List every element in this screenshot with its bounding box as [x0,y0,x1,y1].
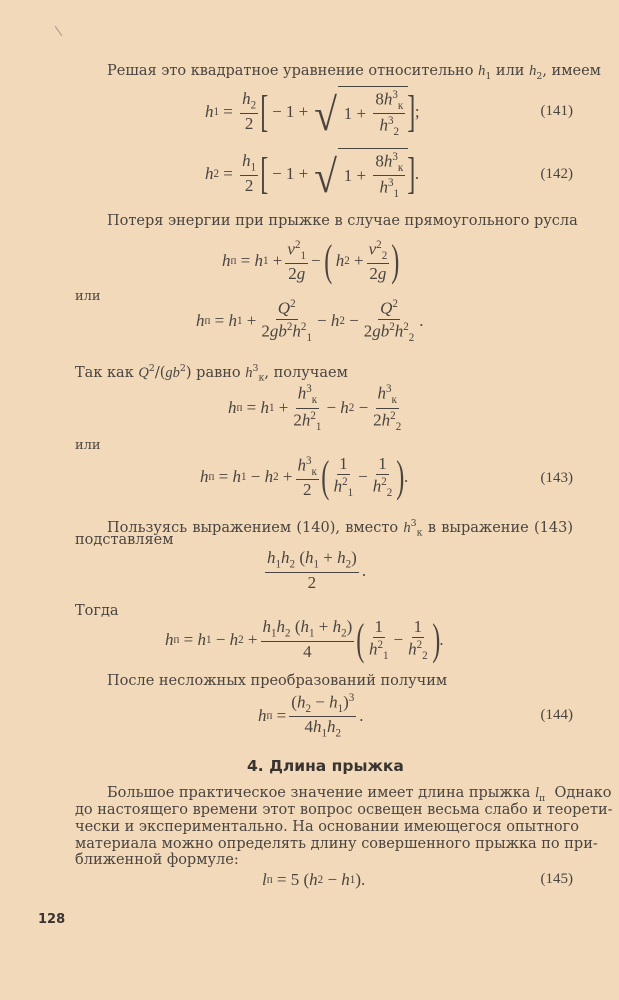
equation-energy-loss-1: h п = h 1 + $\frac{v^2_1}{2g}$ − ( h 2 + $\frac{v^2_2}{2g}$ ) [222,236,400,285]
equation-number-141: (141) [540,103,573,119]
equation-substitution: $\frac{h_1h_2 (h_1 + h_2)}{2}$ . [267,548,367,592]
equation-144: h п = $\frac{(h_2 - h_1)^3}{4h_1h_2}$ . [258,692,364,740]
paragraph-since: Так как $Q^2/(gb^2)$ равно $h^3_к$, получаем [75,363,348,384]
paragraph-jump-length-line-1: Большое практическое значение имеет длина прыжка $l_п$ Однако [107,785,612,804]
paragraph-intro: Решая это квадратное уравнение относительно $h_1$ или $h_2$, имеем [107,63,601,82]
equation-number-144: (144) [540,707,573,723]
paper-speck [55,26,63,36]
paragraph-jump-length-line-3: чески и экспериментально. На основании имеющегося опытного [75,819,579,835]
equation-141: h 1 = $\frac{h_2}{2}$ [ − 1 + √ 1 + $\frac{8h^3_к}{h^3_2}$ ] ; [205,87,420,141]
paragraph-after-transform: После несложных преобразований получим [107,673,448,689]
paragraph-jump-length-line-2: до настоящего времени этот вопрос освещен весьма слабо и теорети- [75,802,613,818]
page-number: 128 [38,912,66,927]
connector-togda: Тогда [75,603,119,619]
equation-number-145: (145) [540,871,573,887]
equation-number-143: (143) [540,470,573,486]
section-heading: 4. Длина прыжка [247,757,404,775]
equation-energy-loss-3: h п = h 1 + $\frac{h^3_к}{2h^2_1}$ − h 2 − $\frac{h^3_к}{2h^2_2}$ [228,383,402,433]
equation-145: l п = 5 ( h 2 − h 1 ). [262,870,366,889]
equation-142: h 2 = $\frac{h_1}{2}$ [ − 1 + √ 1 + $\frac{8h^3_к}{h^3_1}$ ] . [205,149,420,203]
equation-energy-loss-2: h п = h 1 + $\frac{Q^2}{2gb^2h^2_1}$ − h 2 − $\frac{Q^2}{2gb^2h^2_2}$ . [196,297,424,345]
equation-143: h п = h 1 − h 2 + $\frac{h^3_к}{2}$ ( $\frac{1}{h^2_1}$ − $\frac{1}{h^2_2}$ ) . [200,452,409,501]
connector-ili-2: или [75,438,101,453]
equation-number-142: (142) [540,166,573,182]
paragraph-substitute: подставляем [75,532,174,548]
equation-energy-loss-4: h п = h 1 − h 2 + $\frac{h_1h_2 (h_1 + h_2)}{4}$ ( $\frac{1}{h^2_1}$ − $\frac{1}{h^2_2}$ ) . [165,615,444,664]
paragraph-jump-length-line-5: ближенной формуле: [75,852,239,868]
paragraph-using-expression: Пользуясь выражением (140), вместо $h^3_к$ в выражение (143) [107,518,573,539]
connector-ili-1: или [75,289,101,304]
paragraph-energy-loss: Потеря энергии при прыжке в случае прямоугольного русла [107,213,578,229]
paragraph-jump-length-line-4: материала можно определять длину совершенного прыжка по при- [75,836,598,852]
